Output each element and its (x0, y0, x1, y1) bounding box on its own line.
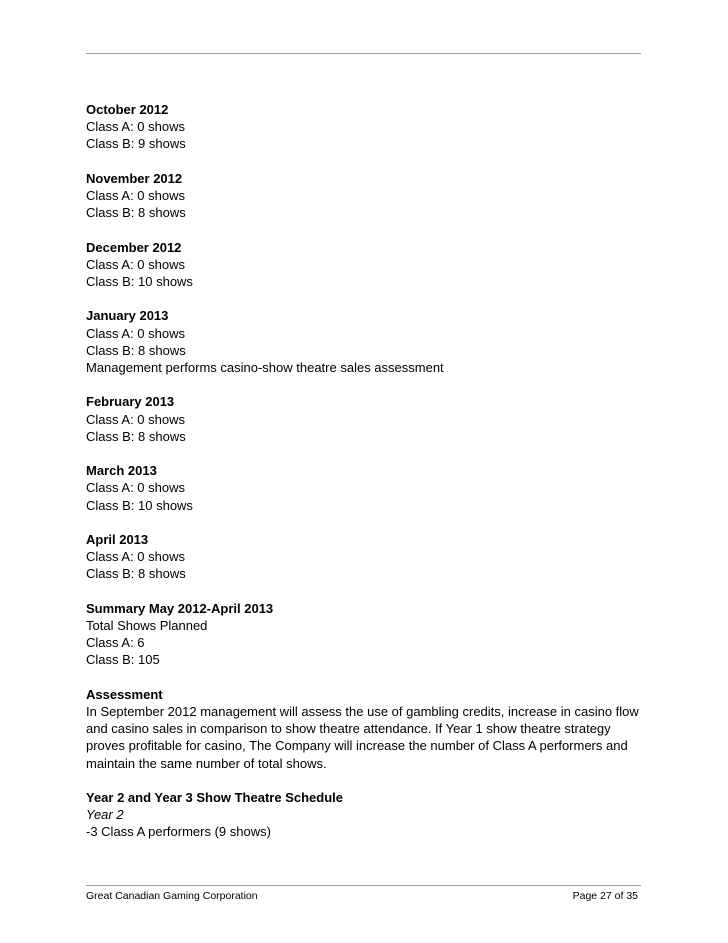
class-b-line: Class B: 8 shows (86, 428, 186, 444)
month-block-december-2012 (86, 239, 646, 291)
summary-heading: Summary May 2012-April 2013 (86, 600, 274, 616)
class-b-line: Class B: 8 shows (86, 205, 186, 221)
class-b-line: Class B: 8 shows (86, 566, 186, 582)
month-block-november-2012 (86, 170, 646, 222)
class-b-line: Class B: 10 shows (86, 274, 193, 289)
class-a-line: Class A: 0 shows (86, 549, 185, 565)
class-b-line: Class B: 10 shows (86, 497, 193, 513)
class-a-line: Class A: 0 shows (86, 119, 185, 135)
year-subheading: Year 2 (86, 807, 124, 823)
class-a-total: Class A: 6 (86, 635, 145, 651)
total-shows-label: Total Shows Planned (86, 617, 208, 633)
month-block-january-2013 (86, 307, 646, 376)
footer-page-number: Page 27 of 35 (572, 890, 638, 902)
class-a-line: Class A: 0 shows (86, 411, 185, 427)
schedule-block (86, 789, 646, 841)
month-block-april-2013 (86, 531, 646, 583)
month-block-october-2012 (86, 101, 646, 153)
summary-block (86, 600, 646, 669)
class-b-line: Class B: 9 shows (86, 136, 186, 152)
month-heading: October 2012 (86, 102, 169, 117)
month-heading: February 2013 (86, 394, 175, 410)
month-heading: November 2012 (86, 170, 183, 186)
class-a-line: Class A: 0 shows (86, 480, 185, 496)
month-block-march-2013 (86, 462, 646, 514)
header-rule (86, 53, 641, 54)
month-heading: January 2013 (86, 308, 169, 324)
assessment-note-line: Management performs casino-show theatre sales assessment (86, 360, 444, 375)
class-a-line: Class A: 0 shows (86, 325, 185, 341)
schedule-line: -3 Class A performers (9 shows) (86, 824, 271, 840)
assessment-heading: Assessment (86, 686, 163, 702)
month-block-february-2013 (86, 393, 646, 445)
footer-rule (86, 885, 641, 886)
document-body (86, 101, 646, 841)
footer-company-name: Great Canadian Gaming Corporation (86, 890, 258, 902)
class-b-total: Class B: 105 (86, 652, 160, 668)
assessment-paragraph: In September 2012 management will assess the use of gambling credits, increase in casino flow and casino sales in comparison to show theatre attendance. If Year 1 show theatre strategy proves profitable for casino, The Company will increase the number of Class A performers and maintain the same number of total shows. (86, 703, 639, 771)
class-a-line: Class A: 0 shows (86, 188, 185, 203)
month-heading: April 2013 (86, 531, 149, 547)
class-a-line: Class A: 0 shows (86, 256, 185, 272)
assessment-block (86, 686, 646, 772)
class-b-line: Class B: 8 shows (86, 342, 186, 358)
month-heading: December 2012 (86, 239, 182, 255)
schedule-heading: Year 2 and Year 3 Show Theatre Schedule (86, 789, 343, 805)
month-heading: March 2013 (86, 463, 157, 479)
